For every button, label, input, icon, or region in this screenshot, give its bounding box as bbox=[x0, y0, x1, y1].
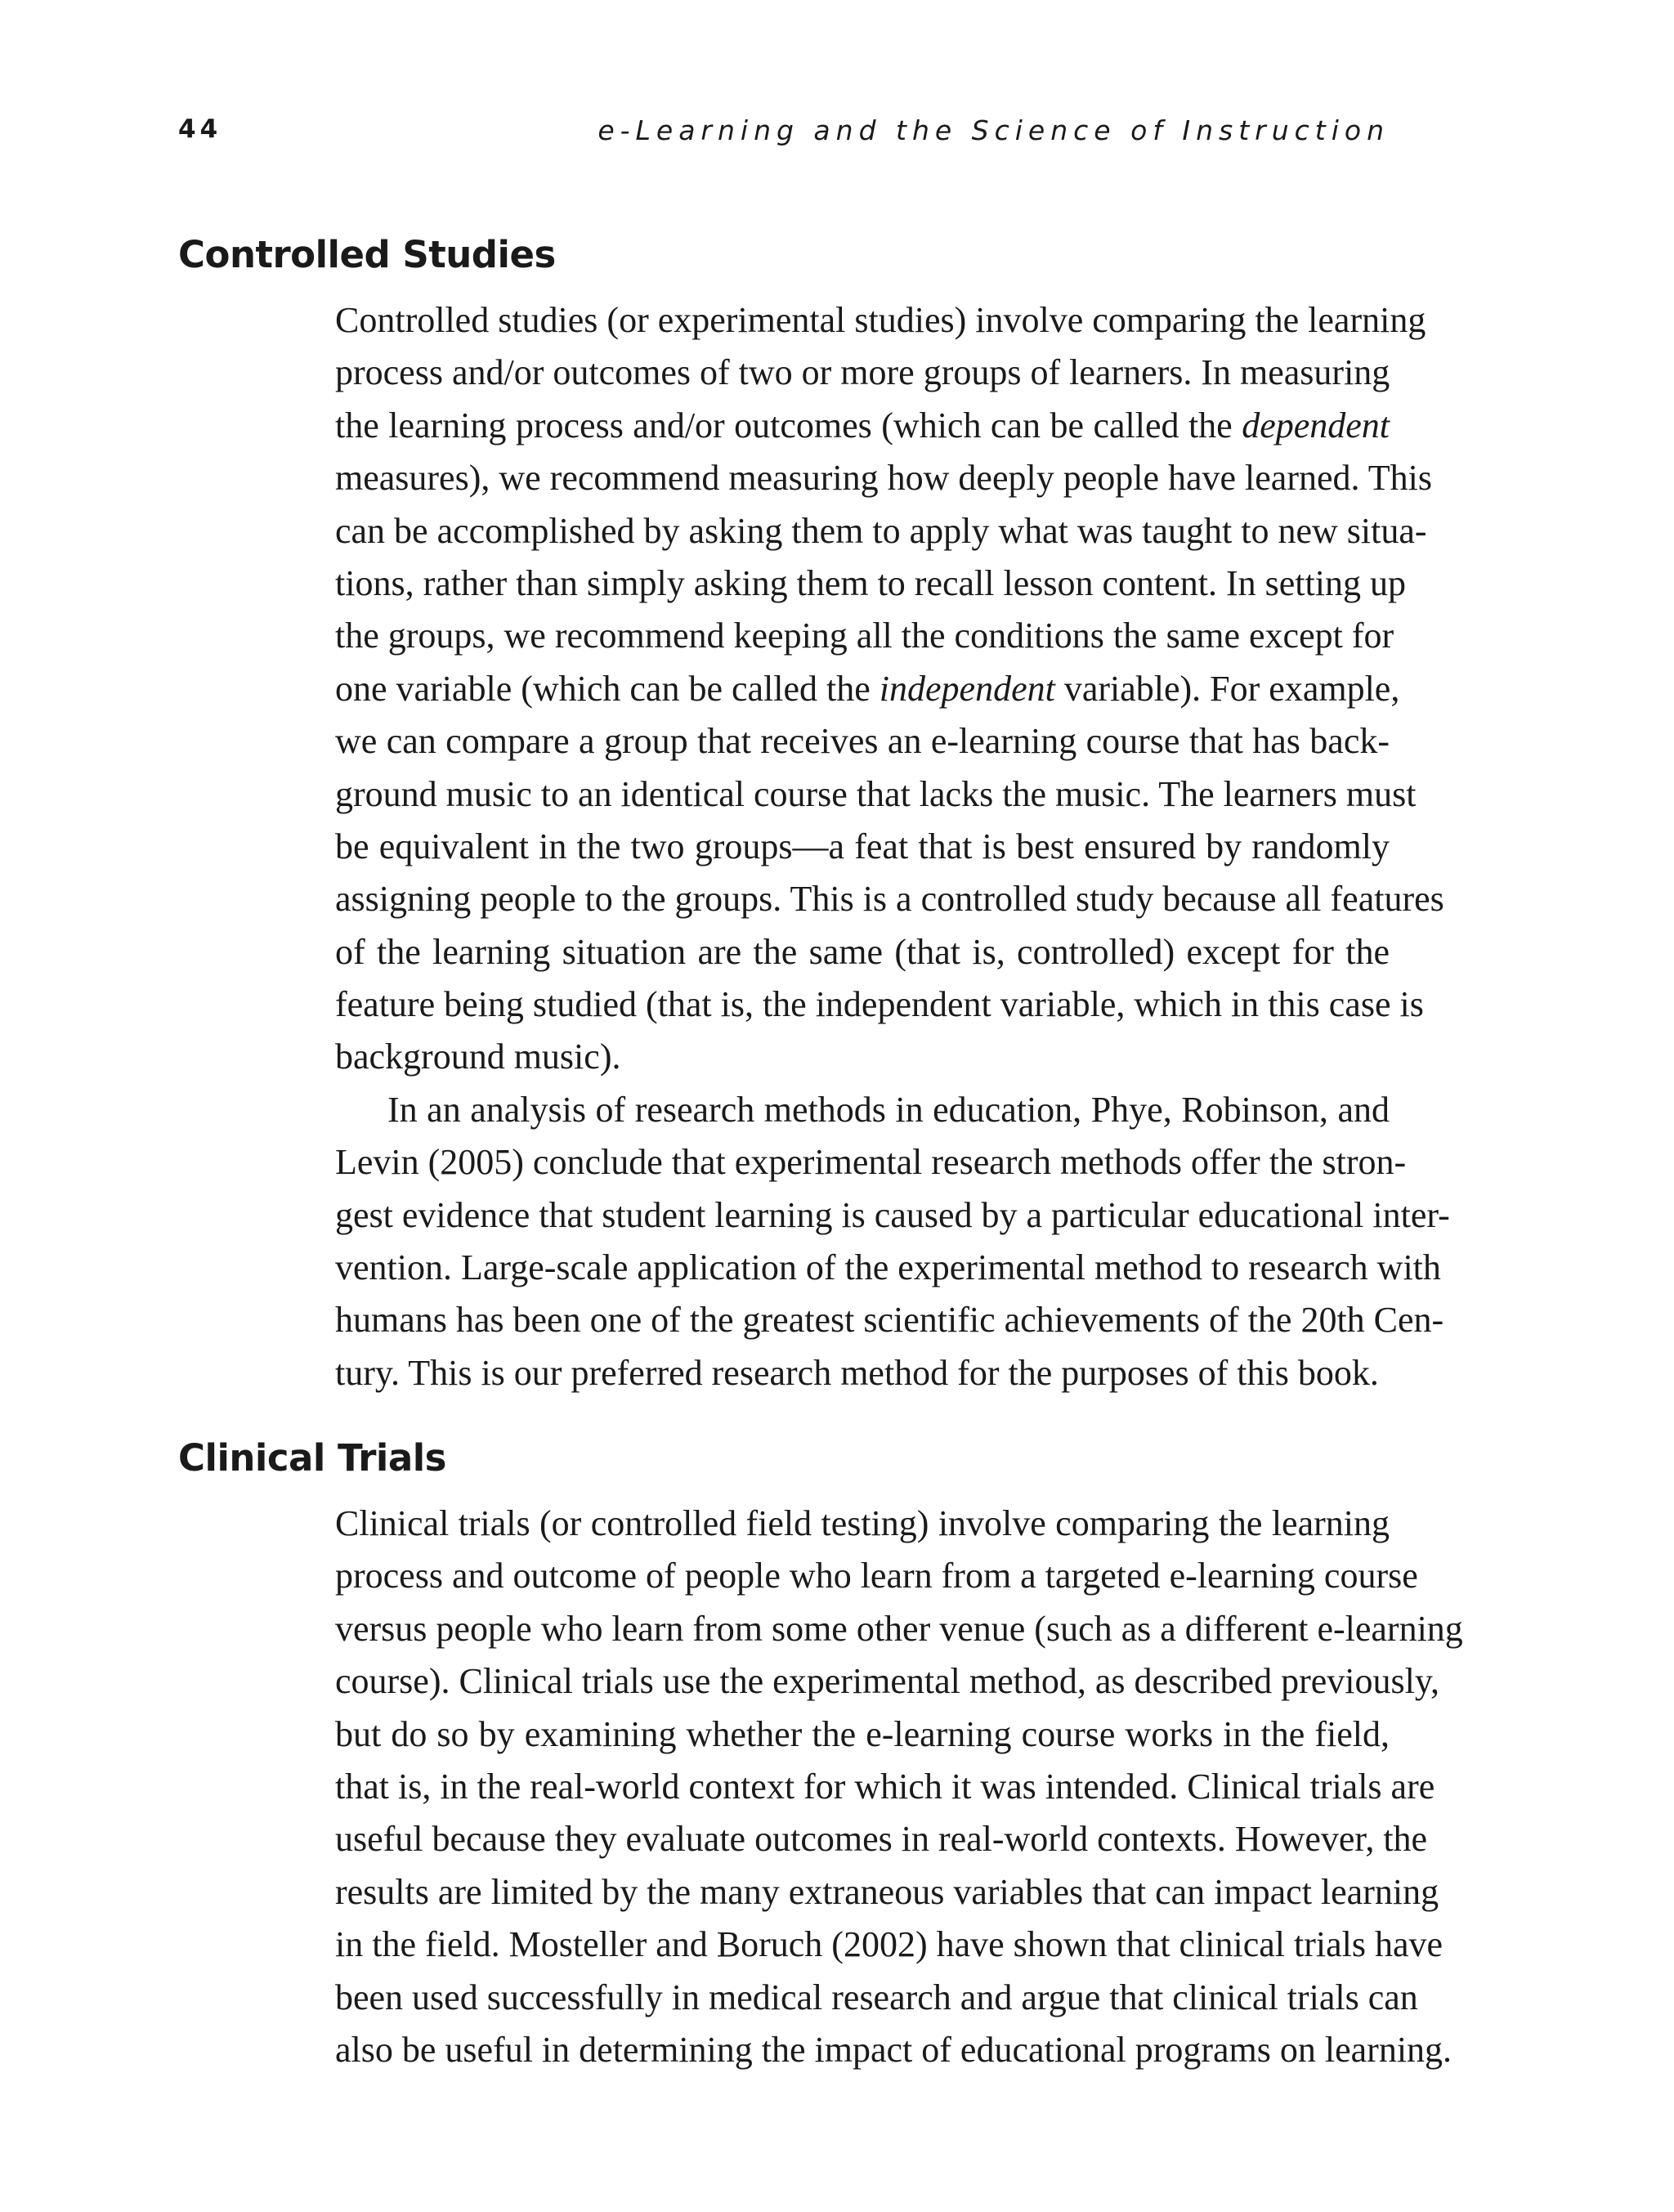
text-line: the groups, we recommend keeping all the conditions the same except for bbox=[335, 616, 1394, 656]
line-text: one variable (which can be called the bbox=[335, 668, 871, 709]
text-line: measures), we recommend measuring how deeply people have learned. This bbox=[335, 458, 1432, 499]
section-heading: Controlled Studies bbox=[178, 233, 556, 276]
paragraph bbox=[335, 1498, 1463, 2076]
text-line: be equivalent in the two groups—a feat that is best ensured by randomly bbox=[335, 826, 1390, 866]
paragraph bbox=[335, 294, 1444, 1084]
text-line bbox=[335, 663, 1400, 715]
text-line: Controlled studies (or experimental studies) involve comparing the learning bbox=[335, 300, 1426, 340]
text-line: vention. Large-scale application of the experimental method to research with bbox=[335, 1247, 1441, 1288]
section-body bbox=[335, 294, 1450, 1399]
text-line: but do so by examining whether the e-learning course works in the field, bbox=[335, 1713, 1390, 1754]
text-line: Levin (2005) conclude that experimental research methods offer the stron- bbox=[335, 1142, 1407, 1183]
section-body bbox=[335, 1498, 1463, 2076]
text-line: of the learning situation are the same (that is, controlled) except for the bbox=[335, 931, 1390, 972]
italic-term: independent bbox=[879, 668, 1055, 709]
text-line: gest evidence that student learning is caused by a particular educational inter- bbox=[335, 1194, 1450, 1235]
italic-term: dependent bbox=[1242, 405, 1390, 446]
text-line: tury. This is our preferred research method for the purposes of this book. bbox=[335, 1352, 1379, 1393]
line-text: variable). For example, bbox=[1063, 668, 1400, 709]
text-line: also be useful in determining the impact of educational programs on learning. bbox=[335, 2029, 1452, 2070]
paragraph bbox=[335, 1084, 1450, 1399]
text-line: can be accomplished by asking them to apply what was taught to new situa- bbox=[335, 510, 1427, 551]
section-heading: Clinical Trials bbox=[178, 1436, 446, 1480]
text-line: that is, in the real-world context for which it was intended. Clinical trials are bbox=[335, 1766, 1435, 1807]
text-line bbox=[335, 400, 1390, 452]
text-line: Clinical trials (or controlled field testing) involve comparing the learning bbox=[335, 1503, 1390, 1543]
text-line: course). Clinical trials use the experimental method, as described previously, bbox=[335, 1661, 1439, 1702]
book-title: e-Learning and the Science of Instruction bbox=[598, 114, 1390, 146]
text-line: versus people who learn from some other venue (such as a different e-learning bbox=[335, 1608, 1463, 1649]
section-clinical-trials bbox=[178, 1432, 1463, 2076]
text-line: in the field. Mosteller and Boruch (2002) have shown that clinical trials have bbox=[335, 1924, 1443, 1965]
running-head bbox=[178, 114, 1390, 155]
text-line: useful because they evaluate outcomes in real-world contexts. However, the bbox=[335, 1819, 1428, 1860]
text-line: background music). bbox=[335, 1037, 621, 1077]
text-line: we can compare a group that receives an e-learning course that has back- bbox=[335, 721, 1390, 762]
text-line: assigning people to the groups. This is a controlled study because all features bbox=[335, 879, 1444, 920]
text-line: process and outcome of people who learn from a targeted e-learning course bbox=[335, 1556, 1418, 1596]
text-line: results are limited by the many extraneous variables that can impact learning bbox=[335, 1871, 1439, 1912]
text-line: process and/or outcomes of two or more groups of learners. In measuring bbox=[335, 352, 1390, 393]
text-line: humans has been one of the greatest scientific achievements of the 20th Cen- bbox=[335, 1300, 1444, 1341]
text-line: feature being studied (that is, the independent variable, which in this case is bbox=[335, 984, 1424, 1025]
text-line: tions, rather than simply asking them to recall lesson content. In setting up bbox=[335, 562, 1406, 603]
text-line: ground music to an identical course that lacks the music. The learners must bbox=[335, 773, 1417, 814]
page-number: 44 bbox=[178, 114, 222, 144]
line-text: the learning process and/or outcomes (which can be called the bbox=[335, 405, 1233, 446]
section-controlled-studies bbox=[178, 229, 1450, 1399]
text-line: In an analysis of research methods in education, Phye, Robinson, and bbox=[387, 1089, 1390, 1130]
text-line: been used successfully in medical research and argue that clinical trials can bbox=[335, 1977, 1418, 2017]
